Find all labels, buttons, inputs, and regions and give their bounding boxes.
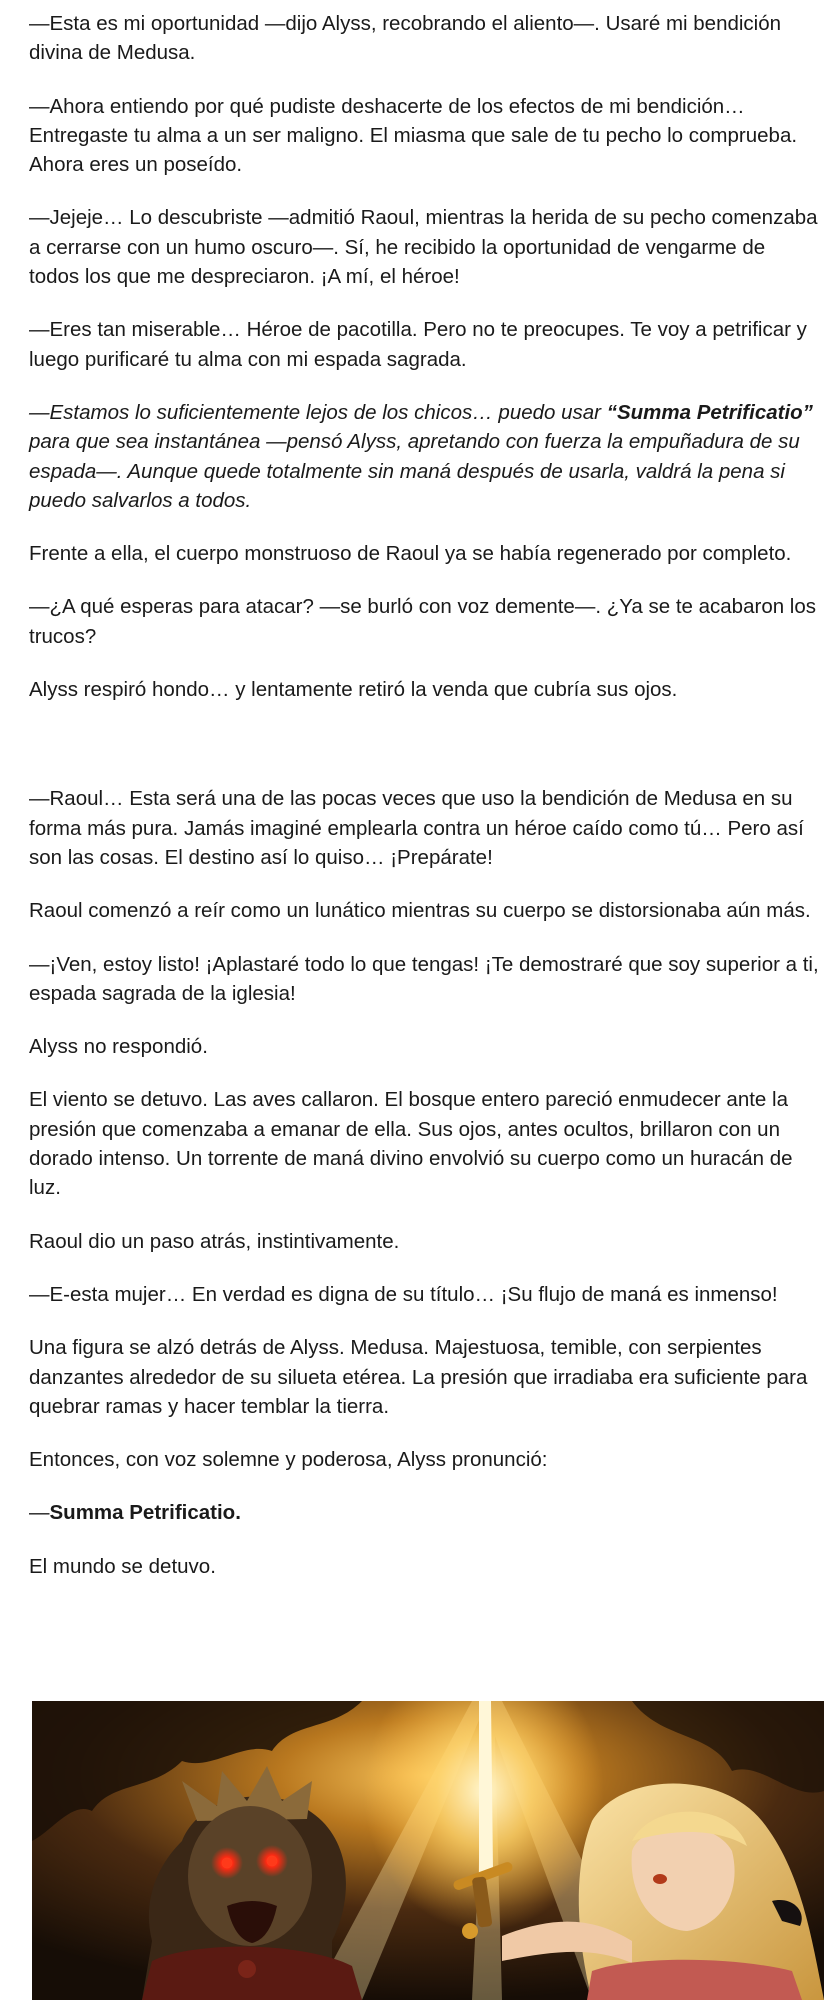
paragraph: Alyss no respondió.	[29, 1035, 208, 1059]
paragraph: —Eres tan miserable… Héroe de pacotilla. Pero no te preocupes. Te voy a petrificar y luego purificaré tu alma con mi espada sagrada.	[29, 318, 807, 371]
incantation-text: Summa Petrificatio.	[49, 1501, 241, 1525]
thought-paragraph	[29, 398, 819, 515]
paragraph: —Esta es mi oportunidad —dijo Alyss, recobrando el aliento—. Usaré mi bendición divina de Medusa.	[29, 12, 782, 65]
story-text	[29, 0, 819, 1605]
scene-break-spacer	[29, 728, 819, 784]
spell-name: “Summa Petrificatio”	[606, 400, 813, 424]
paragraph: —¡Ven, estoy listo! ¡Aplastaré todo lo que tengas! ¡Te demostraré que soy superior a ti, espada sagrada de la iglesia!	[29, 952, 819, 1005]
thought-text: para que sea instantánea —pensó Alyss, apretando con fuerza la empuñadura de su espada—. Aunque quede totalmente sin maná después de usarla, valdrá la pena si puedo salvarlos a todos.	[29, 430, 800, 512]
thought-text: —Estamos lo suficientemente lejos de los chicos… puedo usar	[29, 400, 607, 424]
paragraph: —Ahora entiendo por qué pudiste deshacerte de los efectos de mi bendición… Entregaste tu alma a un ser maligno. El miasma que sale de tu pecho lo comprueba. Ahora eres un poseído.	[29, 94, 798, 177]
paragraph: —E-esta mujer… En verdad es digna de su título… ¡Su flujo de maná es inmenso!	[29, 1282, 778, 1306]
paragraph: Raoul comenzó a reír como un lunático mientras su cuerpo se distorsionaba aún más.	[29, 899, 811, 923]
paragraph: El viento se detuvo. Las aves callaron. El bosque entero pareció enmudecer ante la presión que comenzaba a emanar de ella. Sus ojos, antes ocultos, brillaron con un dorado intenso. Un torrente de maná divino envolvió su cuerpo como un huracán de luz.	[29, 1088, 793, 1200]
incantation-paragraph	[29, 1498, 819, 1527]
paragraph: Alyss respiró hondo… y lentamente retiró la venda que cubría sus ojos.	[29, 678, 678, 702]
anime-illustration-icon	[32, 1701, 824, 2000]
paragraph: Entonces, con voz solemne y poderosa, Alyss pronunció:	[29, 1448, 548, 1472]
paragraph: —Raoul… Esta será una de las pocas veces que uso la bendición de Medusa en su forma más pura. Jamás imaginé emplearla contra un héroe caído como tú… Pero así son las cosas. El destino así lo quiso… ¡Prepárate!	[29, 787, 804, 869]
paragraph: El mundo se detuvo.	[29, 1554, 216, 1578]
paragraph: Una figura se alzó detrás de Alyss. Medusa. Majestuosa, temible, con serpientes danzantes alrededor de su silueta etérea. La presión que irradiaba era suficiente para quebrar ramas y hacer temblar la tierra.	[29, 1336, 808, 1418]
story-illustration	[32, 1701, 824, 2000]
paragraph: —Jejeje… Lo descubriste —admitió Raoul, mientras la herida de su pecho comenzaba a cerrarse con un humo oscuro—. Sí, he recibido la oportunidad de vengarme de todos los que me despreciaron. ¡A mí, el héroe!	[29, 206, 818, 289]
dash: —	[29, 1501, 50, 1525]
paragraph: Frente a ella, el cuerpo monstruoso de Raoul ya se había regenerado por completo.	[29, 542, 792, 566]
paragraph: —¿A qué esperas para atacar? —se burló con voz demente—. ¿Ya se te acabaron los trucos?	[29, 595, 817, 648]
paragraph: Raoul dio un paso atrás, instintivamente.	[29, 1229, 400, 1253]
